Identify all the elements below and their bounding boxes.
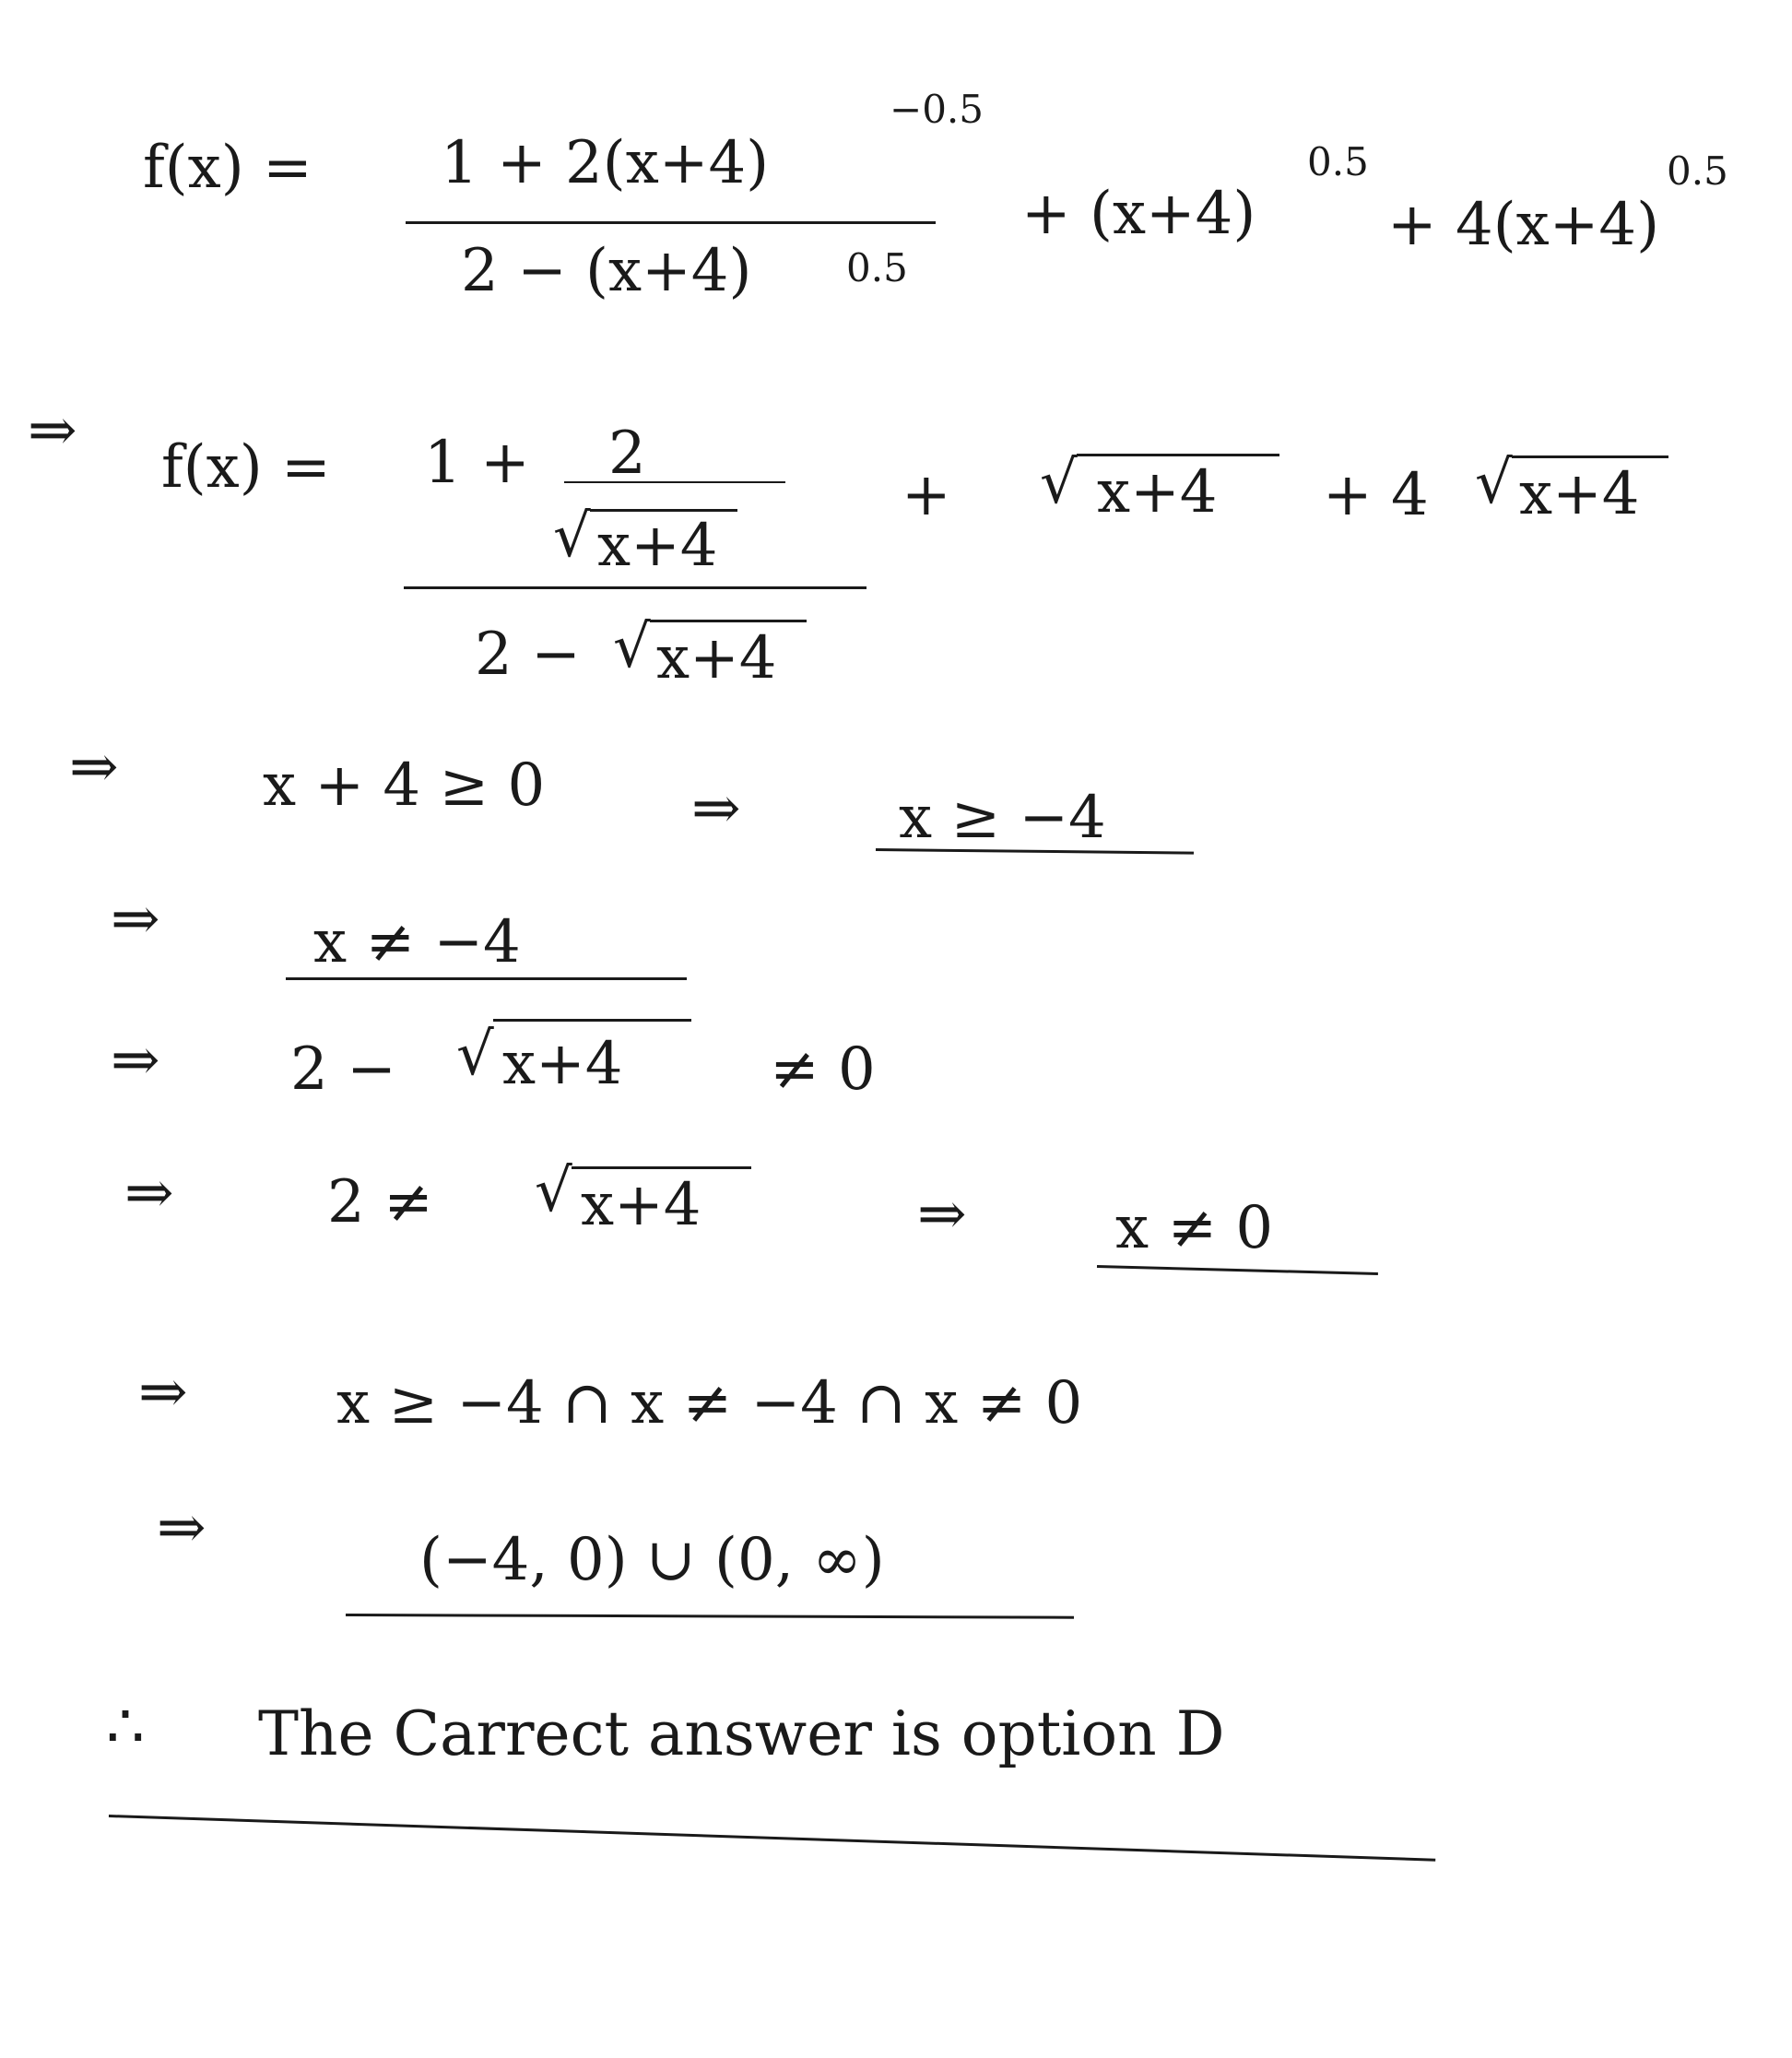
sqrt-overline <box>572 1166 751 1169</box>
sqrt-sign: √ <box>535 1157 572 1225</box>
conclusion-underline <box>109 1815 1435 1862</box>
final-domain: (−4, 0) ∪ (0, ∞) <box>419 1526 885 1594</box>
denominator-radicand: x+4 <box>656 624 777 692</box>
plus-sign: + <box>902 461 951 529</box>
conclusion-text: The Carrect answer is option D <box>258 1698 1225 1769</box>
inner-radicand: x+4 <box>597 512 718 580</box>
result-underline <box>1097 1265 1378 1275</box>
sqrt-sign: √ <box>1475 449 1513 517</box>
result-underline <box>876 848 1194 855</box>
denominator-exponent: 0.5 <box>846 245 908 290</box>
fraction-denominator: 2 − (x+4) <box>461 237 752 305</box>
radicand: x+4 <box>581 1171 701 1239</box>
implies-arrow: ⇒ <box>111 1026 160 1094</box>
final-domain-underline <box>346 1614 1074 1619</box>
result-underline <box>286 977 687 980</box>
f-x-label: f(x) = <box>143 134 312 202</box>
term2-exponent: 0.5 <box>1307 139 1369 184</box>
radicand-2: x+4 <box>1519 460 1640 528</box>
fraction-bar-1 <box>406 221 936 224</box>
inner-numerator-two: 2 <box>608 420 646 488</box>
term-sqrt-power: + (x+4) <box>1021 180 1256 248</box>
condition-result: x ≠ 0 <box>1115 1194 1274 1262</box>
not-equal-zero: ≠ 0 <box>770 1035 876 1104</box>
implies-arrow: ⇒ <box>138 1358 188 1426</box>
inner-fraction-bar <box>564 481 785 483</box>
sqrt-sign: √ <box>613 613 651 681</box>
sqrt-sign: √ <box>456 1021 494 1089</box>
implies-arrow: ⇒ <box>28 396 77 465</box>
term-four-sqrt-power: + 4(x+4) <box>1387 191 1660 259</box>
numerator-one-plus: 1 + <box>424 429 530 497</box>
expression-left: 2 ≠ <box>327 1168 433 1236</box>
f-x-label: f(x) = <box>161 433 331 502</box>
sqrt-overline <box>650 620 807 622</box>
domain-condition: x + 4 ≥ 0 <box>263 751 546 820</box>
sqrt-overline <box>1077 454 1279 456</box>
condition-result: x ≠ −4 <box>313 908 521 976</box>
fraction-numerator: 1 + 2(x+4) <box>441 129 770 197</box>
radicand-1: x+4 <box>1097 458 1218 526</box>
term3-exponent: 0.5 <box>1667 148 1728 194</box>
plus-four: + 4 <box>1323 461 1429 529</box>
combined-conditions: x ≥ −4 ∩ x ≠ −4 ∩ x ≠ 0 <box>336 1369 1083 1437</box>
implies-arrow: ⇒ <box>917 1180 967 1248</box>
condition-result: x ≥ −4 <box>899 784 1106 852</box>
implies-arrow: ⇒ <box>691 775 741 843</box>
implies-arrow: ⇒ <box>124 1159 174 1227</box>
radicand: x+4 <box>502 1030 623 1098</box>
sqrt-sign: √ <box>553 503 591 571</box>
main-fraction-bar <box>404 586 867 589</box>
expression-left: 2 − <box>290 1035 396 1104</box>
therefore-symbol: ∴ <box>106 1691 145 1762</box>
numerator-exponent: −0.5 <box>890 87 984 132</box>
denominator-two-minus: 2 − <box>475 621 581 689</box>
sqrt-overline <box>1512 455 1668 458</box>
sqrt-overline <box>493 1019 691 1022</box>
sqrt-sign: √ <box>1040 449 1078 517</box>
implies-arrow: ⇒ <box>69 733 119 801</box>
implies-arrow: ⇒ <box>111 885 160 953</box>
implies-arrow: ⇒ <box>157 1494 206 1562</box>
